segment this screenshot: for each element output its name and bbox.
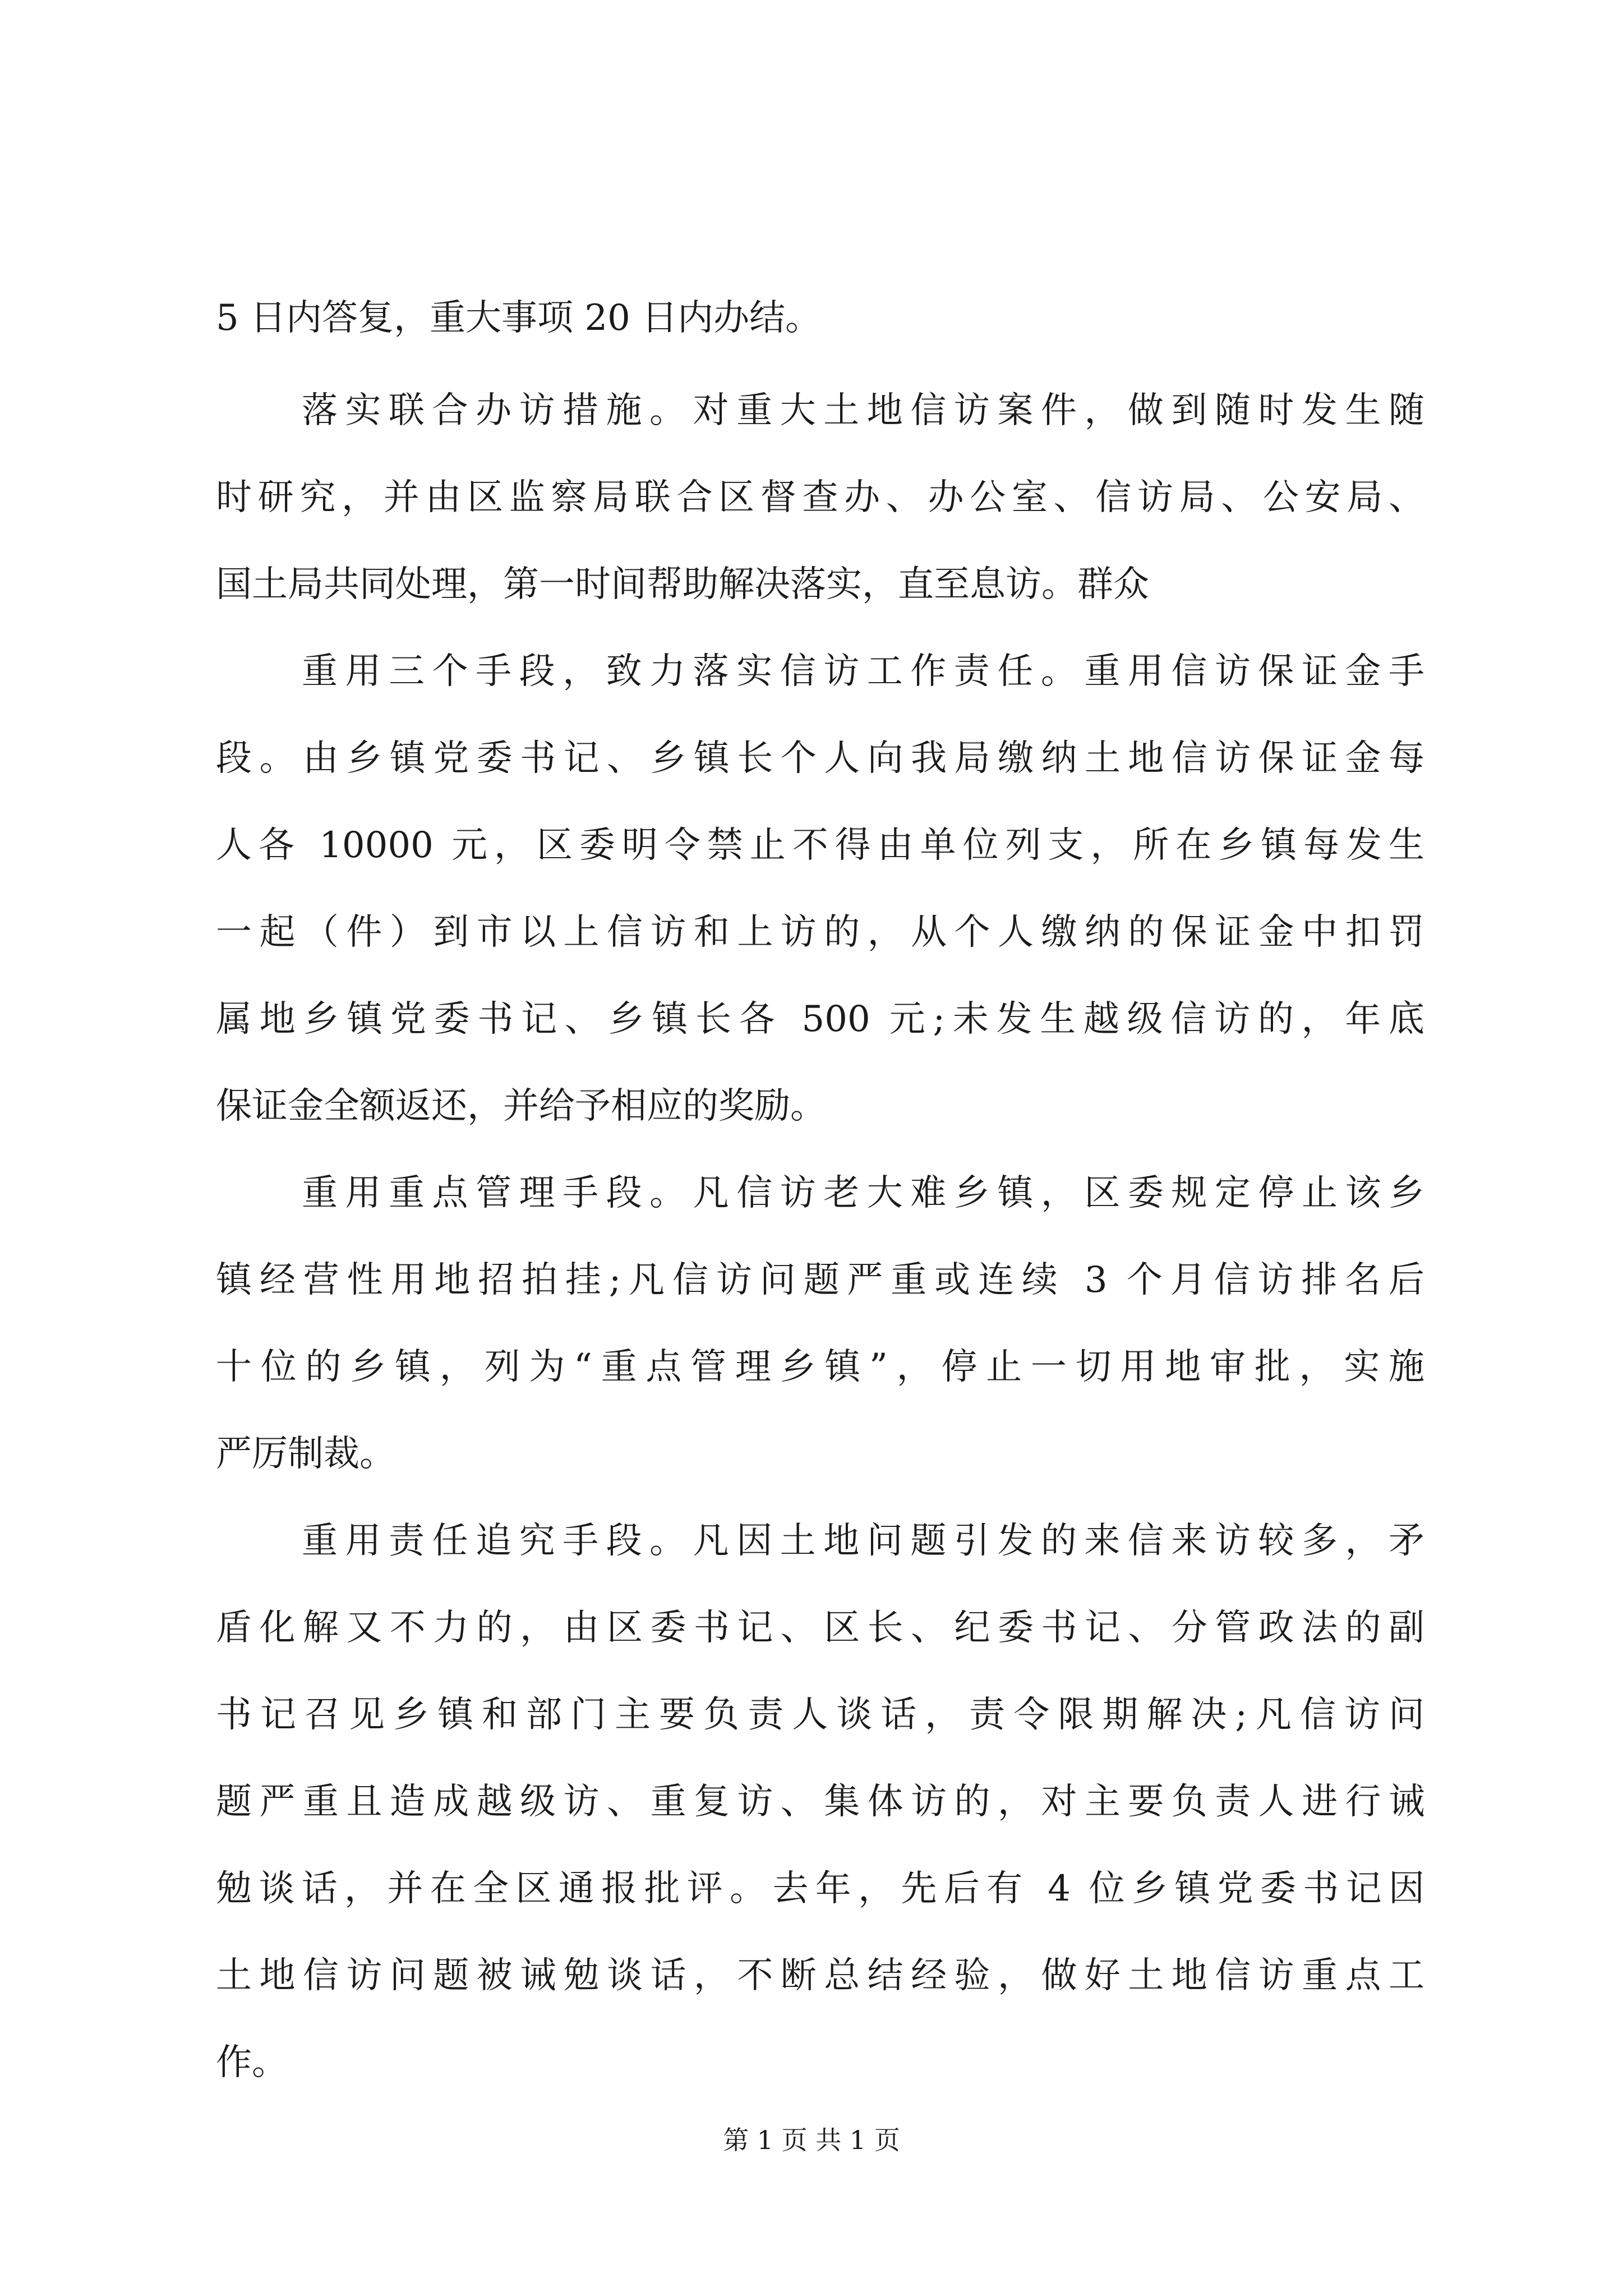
body-line: 重用责任追究手段。凡因土地问题引发的来信来访较多，矛 xyxy=(302,1520,1424,1562)
body-line: 土地信访问题被诫勉谈话，不断总结经验，做好土地信访重点工 xyxy=(216,1955,1424,1996)
body-line: 书记召见乡镇和部门主要负责人谈话，责令限期解决;凡信访问 xyxy=(216,1694,1424,1736)
body-line: 镇经营性用地招拍挂;凡信访问题严重或连续 3 个月信访排名后 xyxy=(216,1259,1424,1301)
body-line: 5 日内答复，重大事项 20 日内办结。 xyxy=(216,297,822,339)
body-line: 国土局共同处理，第一时间帮助解决落实，直至息访。群众 xyxy=(216,564,1149,605)
body-line: 落实联合办访措施。对重大土地信访案件，做到随时发生随 xyxy=(302,390,1424,431)
body-line: 题严重且造成越级访、重复访、集体访的，对主要负责人进行诫 xyxy=(216,1781,1424,1823)
body-line: 属地乡镇党委书记、乡镇长各 500 元;未发生越级信访的，年底 xyxy=(216,999,1424,1040)
body-line: 作。 xyxy=(216,2042,288,2083)
body-line: 段。由乡镇党委书记、乡镇长个人向我局缴纳土地信访保证金每 xyxy=(216,738,1424,779)
body-line: 盾化解又不力的，由区委书记、区长、纪委书记、分管政法的副 xyxy=(216,1607,1424,1649)
body-line: 十位的乡镇，列为“重点管理乡镇”，停止一切用地审批，实施 xyxy=(216,1346,1424,1388)
body-line: 严厉制裁。 xyxy=(216,1433,395,1475)
body-line: 勉谈话，并在全区通报批评。去年，先后有 4 位乡镇党委书记因 xyxy=(216,1868,1424,1910)
body-line: 重用三个手段，致力落实信访工作责任。重用信访保证金手 xyxy=(302,651,1424,692)
body-line: 时研究，并由区监察局联合区督查办、办公室、信访局、公安局、 xyxy=(216,477,1424,518)
page-number-footer: 第 1 页 共 1 页 xyxy=(723,2125,900,2155)
body-line: 重用重点管理手段。凡信访老大难乡镇，区委规定停止该乡 xyxy=(302,1172,1424,1214)
body-line: 一起（件）到市以上信访和上访的，从个人缴纳的保证金中扣罚 xyxy=(216,912,1424,953)
body-line: 保证金全额返还，并给予相应的奖励。 xyxy=(216,1085,826,1127)
body-line: 人各 10000 元，区委明令禁止不得由单位列支，所在乡镇每发生 xyxy=(216,825,1424,866)
